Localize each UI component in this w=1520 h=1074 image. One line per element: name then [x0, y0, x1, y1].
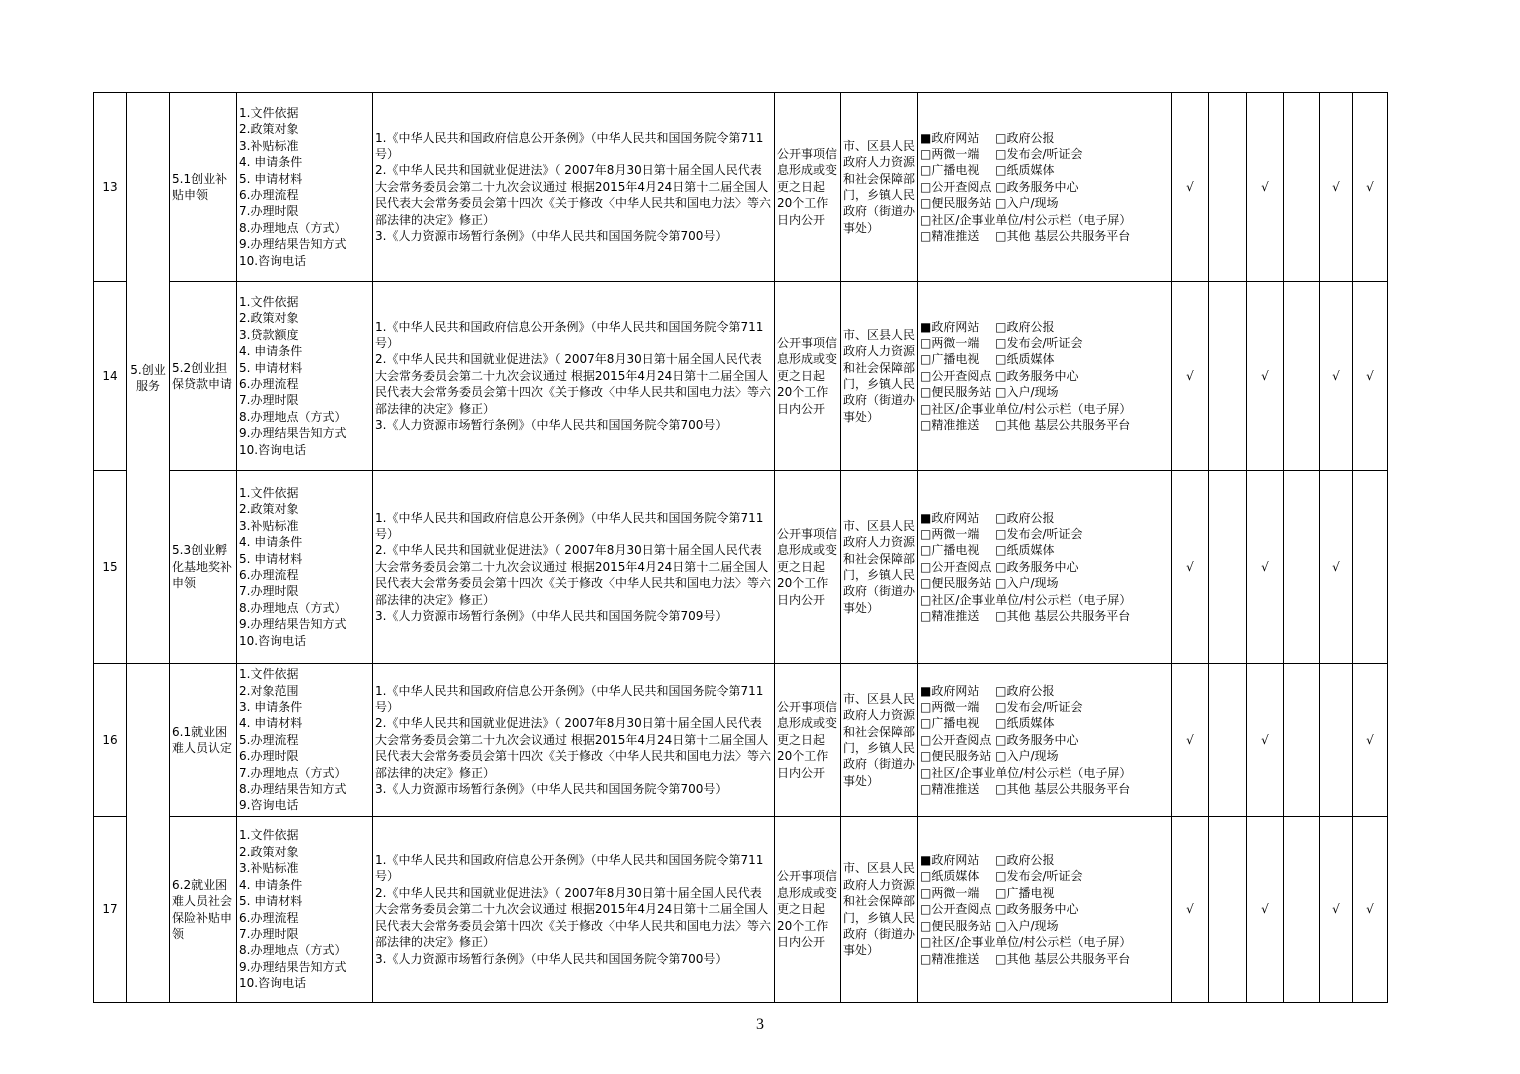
- disclosure-channels: ■政府网站 □政府公报 □两微一端 □发布会/听证会 □广播电视 □纸质媒体 □公开查阅点 □政务服务中心 □便民服务站 □入户/现场 □社区/企事业单位/村公示栏（电子屏） □精准推送 □其他 基层公共服务平台: [918, 282, 1172, 471]
- row-number: 17: [94, 817, 127, 1003]
- check-mark: √: [1353, 664, 1388, 817]
- item-name: 5.1创业补贴申领: [170, 93, 237, 282]
- check-mark: [1209, 93, 1247, 282]
- check-mark: √: [1247, 471, 1284, 664]
- row-number: 13: [94, 93, 127, 282]
- check-mark: √: [1247, 664, 1284, 817]
- disclosure-channels: ■政府网站 □政府公报 □两微一端 □发布会/听证会 □广播电视 □纸质媒体 □公开查阅点 □政务服务中心 □便民服务站 □入户/现场 □社区/企事业单位/村公示栏（电子屏） □精准推送 □其他 基层公共服务平台: [918, 664, 1172, 817]
- check-mark: √: [1172, 282, 1209, 471]
- check-mark: √: [1172, 664, 1209, 817]
- disclosure-basis: 1.《中华人民共和国政府信息公开条例》（中华人民共和国国务院令第711号） 2.《中华人民共和国就业促进法》（ 2007年8月30日第十届全国人民代表大会常务委员会第二十九次会议通过 根据2015年4月24日第十二届全国人民代表大会常务委员会第十四次《关于修改〈中华人民共和国电力法〉等六部法律的决定》修正） 3.《人力资源市场暂行条例》（中华人民共和国国务院令第700号）: [373, 817, 775, 1003]
- row-number: 15: [94, 471, 127, 664]
- check-mark: [1320, 664, 1353, 817]
- page-number: 3: [756, 1016, 764, 1033]
- item-name: 5.2创业担保贷款申请: [170, 282, 237, 471]
- check-mark: [1284, 282, 1320, 471]
- disclosure-basis: 1.《中华人民共和国政府信息公开条例》（中华人民共和国国务院令第711号） 2.《中华人民共和国就业促进法》（ 2007年8月30日第十届全国人民代表大会常务委员会第二十九次会议通过 根据2015年4月24日第十二届全国人民代表大会常务委员会第十四次《关于修改〈中华人民共和国电力法〉等六部法律的决定》修正） 3.《人力资源市场暂行条例》（中华人民共和国国务院令第700号）: [373, 282, 775, 471]
- category-cell: [127, 664, 170, 1003]
- disclosure-time: 公开事项信息形成或变更之日起20个工作日内公开: [775, 664, 841, 817]
- check-mark: [1284, 817, 1320, 1003]
- table-row: [94, 817, 1388, 1003]
- disclosure-subject: 市、区县人民政府人力资源和社会保障部门，乡镇人民政府（街道办事处）: [841, 471, 918, 664]
- check-mark: √: [1320, 93, 1353, 282]
- disclosure-subject: 市、区县人民政府人力资源和社会保障部门，乡镇人民政府（街道办事处）: [841, 93, 918, 282]
- disclosure-subject: 市、区县人民政府人力资源和社会保障部门，乡镇人民政府（街道办事处）: [841, 282, 918, 471]
- disclosure-channels: ■政府网站 □政府公报 □两微一端 □发布会/听证会 □广播电视 □纸质媒体 □公开查阅点 □政务服务中心 □便民服务站 □入户/现场 □社区/企事业单位/村公示栏（电子屏） □精准推送 □其他 基层公共服务平台: [918, 93, 1172, 282]
- row-number: 16: [94, 664, 127, 817]
- disclosure-subject: 市、区县人民政府人力资源和社会保障部门，乡镇人民政府（街道办事处）: [841, 817, 918, 1003]
- check-mark: [1284, 93, 1320, 282]
- check-mark: [1209, 664, 1247, 817]
- disclosure-table: [93, 92, 1388, 1003]
- disclosure-basis: 1.《中华人民共和国政府信息公开条例》（中华人民共和国国务院令第711号） 2.《中华人民共和国就业促进法》（ 2007年8月30日第十届全国人民代表大会常务委员会第二十九次会议通过 根据2015年4月24日第十二届全国人民代表大会常务委员会第十四次《关于修改〈中华人民共和国电力法〉等六部法律的决定》修正） 3.《人力资源市场暂行条例》（中华人民共和国国务院令第700号）: [373, 664, 775, 817]
- check-mark: √: [1172, 93, 1209, 282]
- check-mark: √: [1320, 817, 1353, 1003]
- check-mark: √: [1320, 282, 1353, 471]
- disclosure-channels: ■政府网站 □政府公报 □两微一端 □发布会/听证会 □广播电视 □纸质媒体 □公开查阅点 □政务服务中心 □便民服务站 □入户/现场 □社区/企事业单位/村公示栏（电子屏） □精准推送 □其他 基层公共服务平台: [918, 471, 1172, 664]
- disclosure-content: 1.文件依据 2.政策对象 3.补贴标准 4. 申请条件 5. 申请材料 6.办理流程 7.办理时限 8.办理地点（方式） 9.办理结果告知方式 10.咨询电话: [237, 471, 373, 664]
- check-mark: √: [1320, 471, 1353, 664]
- row-number: 14: [94, 282, 127, 471]
- check-mark: √: [1247, 282, 1284, 471]
- check-mark: [1209, 817, 1247, 1003]
- disclosure-channels: ■政府网站 □政府公报 □纸质媒体 □发布会/听证会 □两微一端 □广播电视 □公开查阅点 □政务服务中心 □便民服务站 □入户/现场 □社区/企事业单位/村公示栏（电子屏） □精准推送 □其他 基层公共服务平台: [918, 817, 1172, 1003]
- disclosure-content: 1.文件依据 2.政策对象 3.补贴标准 4. 申请条件 5. 申请材料 6.办理流程 7.办理时限 8.办理地点（方式） 9.办理结果告知方式 10.咨询电话: [237, 817, 373, 1003]
- check-mark: √: [1247, 93, 1284, 282]
- disclosure-time: 公开事项信息形成或变更之日起20个工作日内公开: [775, 817, 841, 1003]
- category-cell: 5.创业服务: [127, 93, 170, 664]
- check-mark: [1209, 471, 1247, 664]
- table-row: [94, 664, 1388, 817]
- table-row: [94, 93, 1388, 282]
- disclosure-basis: 1.《中华人民共和国政府信息公开条例》（中华人民共和国国务院令第711号） 2.《中华人民共和国就业促进法》（ 2007年8月30日第十届全国人民代表大会常务委员会第二十九次会议通过 根据2015年4月24日第十二届全国人民代表大会常务委员会第十四次《关于修改〈中华人民共和国电力法〉等六部法律的决定》修正） 3.《人力资源市场暂行条例》（中华人民共和国国务院令第700号）: [373, 93, 775, 282]
- item-name: 6.1就业困难人员认定: [170, 664, 237, 817]
- check-mark: [1284, 471, 1320, 664]
- check-mark: [1284, 664, 1320, 817]
- item-name: 6.2就业困难人员社会保险补贴申领: [170, 817, 237, 1003]
- disclosure-subject: 市、区县人民政府人力资源和社会保障部门，乡镇人民政府（街道办事处）: [841, 664, 918, 817]
- check-mark: [1353, 471, 1388, 664]
- disclosure-content: 1.文件依据 2.政策对象 3.补贴标准 4. 申请条件 5. 申请材料 6.办理流程 7.办理时限 8.办理地点（方式） 9.办理结果告知方式 10.咨询电话: [237, 93, 373, 282]
- check-mark: √: [1247, 817, 1284, 1003]
- table-row: [94, 471, 1388, 664]
- disclosure-content: 1.文件依据 2.政策对象 3.贷款额度 4. 申请条件 5. 申请材料 6.办理流程 7.办理时限 8.办理地点（方式） 9.办理结果告知方式 10.咨询电话: [237, 282, 373, 471]
- disclosure-basis: 1.《中华人民共和国政府信息公开条例》（中华人民共和国国务院令第711号） 2.《中华人民共和国就业促进法》（ 2007年8月30日第十届全国人民代表大会常务委员会第二十九次会议通过 根据2015年4月24日第十二届全国人民代表大会常务委员会第十四次《关于修改〈中华人民共和国电力法〉等六部法律的决定》修正） 3.《人力资源市场暂行条例》（中华人民共和国国务院令第709号）: [373, 471, 775, 664]
- disclosure-time: 公开事项信息形成或变更之日起20个工作日内公开: [775, 93, 841, 282]
- table-row: [94, 282, 1388, 471]
- item-name: 5.3创业孵化基地奖补申领: [170, 471, 237, 664]
- check-mark: √: [1172, 471, 1209, 664]
- check-mark: √: [1353, 282, 1388, 471]
- check-mark: [1209, 282, 1247, 471]
- check-mark: √: [1353, 817, 1388, 1003]
- check-mark: √: [1172, 817, 1209, 1003]
- disclosure-time: 公开事项信息形成或变更之日起20个工作日内公开: [775, 471, 841, 664]
- disclosure-content: 1.文件依据 2.对象范围 3. 申请条件 4. 申请材料 5.办理流程 6.办理时限 7.办理地点（方式） 8.办理结果告知方式 9.咨询电话: [237, 664, 373, 817]
- disclosure-time: 公开事项信息形成或变更之日起20个工作日内公开: [775, 282, 841, 471]
- check-mark: √: [1353, 93, 1388, 282]
